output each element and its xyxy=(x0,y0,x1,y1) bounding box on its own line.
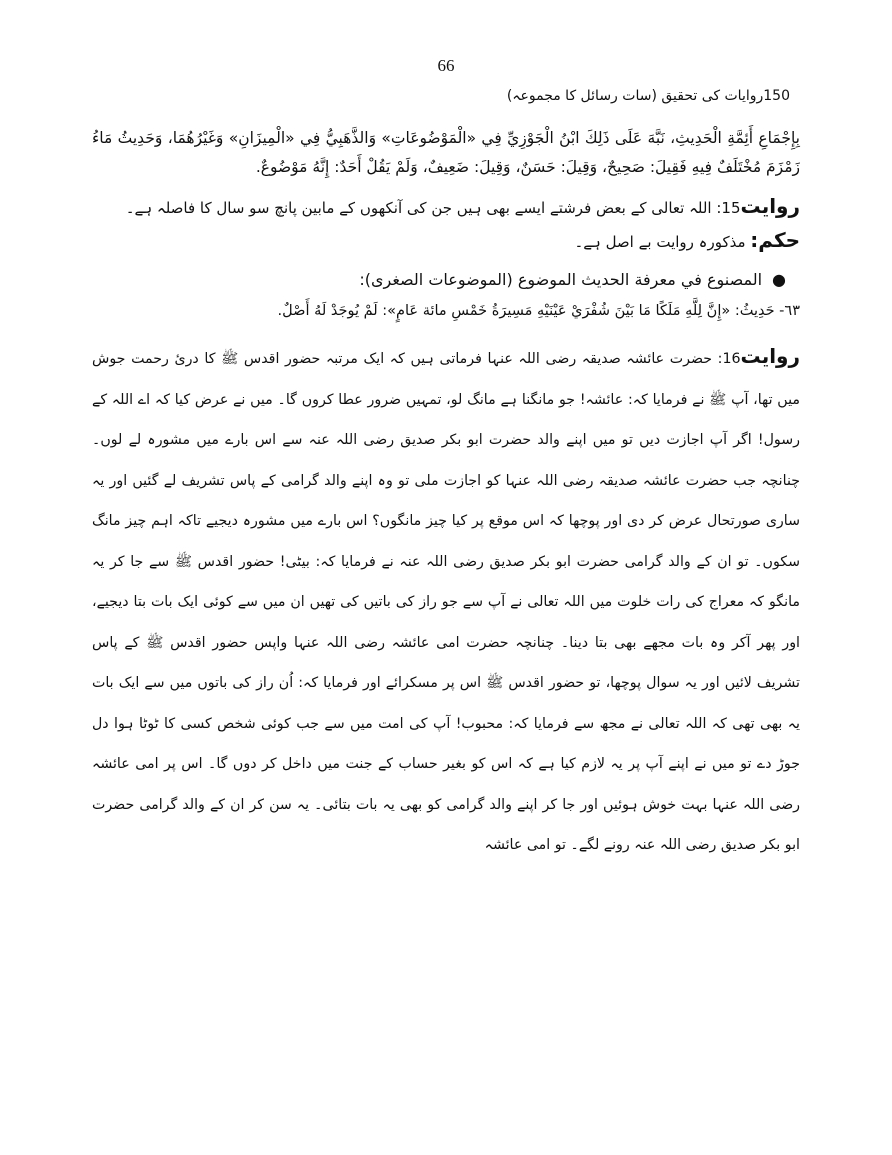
ruling-text: مذکورہ روایت بے اصل ہے۔ xyxy=(574,233,751,251)
source-reference xyxy=(92,264,800,296)
source-title: المصنوع في معرفة الحديث الموضوع (الموضوعات الصغرى): xyxy=(359,270,763,289)
ruling xyxy=(92,224,800,258)
bullet-icon: ● xyxy=(772,270,786,289)
narration-15-label: روایت xyxy=(740,194,800,218)
arabic-passage: بِإِجْمَاعِ أَئِمَّةِ الْحَدِيثِ، نَبَّهَ عَلَى ذَلِكَ ابْنُ الْجَوْزِيِّ فِي «الْمَوْضُوعَاتِ» وَالذَّهَبِيُّ فِي «الْمِيزَانِ» وَغَيْرُهُمَا، وَحَدِيثُ مَاءُ زَمْزَمَ مُخْتَلَفٌ فِيهِ فَقِيلَ: صَحِيحٌ، وَقِيلَ: حَسَنٌ، وَقِيلَ: ضَعِيفٌ، وَلَمْ يَقُلْ أَحَدٌ: إِنَّهُ مَوْضُوعٌ. xyxy=(92,129,800,176)
narration-16 xyxy=(92,336,800,866)
page-content xyxy=(92,124,800,866)
hadith-63: ٦٣- حَدِيثُ: «إِنَّ لِلَّهِ مَلَكًا مَا بَيْنَ شُفْرَيْ عَيْنَيْهِ مَسِيرَةُ خَمْسِ مائة عَامٍ»: لَمْ يُوجَدْ لَهُ أَصْلٌ. xyxy=(277,303,800,319)
running-header: 150روایات کی تحقیق (سات رسائل کا مجموعہ) xyxy=(506,88,790,104)
narration-15-text: 15: اللہ تعالی کے بعض فرشتے ایسے بھی ہیں جن کی آنکھوں کے مابین پانچ سو سال کا فاصلہ ہے۔ xyxy=(125,199,741,217)
narration-15 xyxy=(92,190,800,224)
narration-16-label: روایت xyxy=(740,344,800,368)
page-number: 66 xyxy=(437,56,455,75)
narration-16-text: 16: حضرت عائشہ صدیقہ رضی اللہ عنہا فرماتی ہیں کہ ایک مرتبہ حضور اقدس ﷺ کا دریٔ رحمت جوش میں تھا، آپ ﷺ نے فرمایا کہ: عائشہ! جو مانگنا ہے مانگ لو، تمہیں ضرور عطا کروں گا۔ میں نے عرض کیا کہ اے اللہ کے رسول! اگر آپ اجازت دیں تو میں اپنے والد حضرت ابو بکر صدیق رضی اللہ عنہ سے اس بارے میں مشورہ لے لوں۔ چنانچہ جب حضرت عائشہ صدیقہ رضی اللہ عنہا کو اجازت ملی تو وہ اپنے والد گرامی کے پاس تشریف لے گئیں اور یہ ساری صورتحال عرض کر دی اور پوچھا کہ اس موقع پر کیا چیز مانگوں؟ اس بارے میں مشورہ دیجیے تاکہ اہم چیز مانگ سکوں۔ تو ان کے والد گرامی حضرت ابو بکر صدیق رضی اللہ عنہ نے فرمایا کہ: بیٹی! حضور اقدس ﷺ سے جا کر یہ مانگو کہ معراج کی رات خلوت میں اللہ تعالی نے آپ سے جو راز کی باتیں کی تھیں ان میں سے کوئی ایک بات بتا دیجیے، اور پھر آکر وہ بات مجھے بھی بتا دینا۔ چنانچہ حضرت امی عائشہ رضی اللہ عنہا واپس حضور اقدس ﷺ کے پاس تشریف لائیں اور یہ سوال پوچھا، تو حضور اقدس ﷺ اس پر مسکرائے اور فرمایا کہ: اُن راز کی باتوں میں سے ایک بات یہ بھی تھی کہ اللہ تعالی نے مجھ سے فرمایا کہ: محبوب! آپ کی امت میں سے جب کوئی شخص کسی کا ٹوٹا ہوا دل جوڑ دے تو میں نے اپنے آپ پر یہ لازم کیا ہے کہ اس کو بغیر حساب کے جنت میں داخل کر دوں گا۔ اس پر امی عائشہ رضی اللہ عنہا بہت خوش ہوئیں اور جا کر اپنے والد گرامی کو بھی یہ بات بتائی۔ یہ سن کر ان کے والد گرامی حضرت ابو بکر صدیق رضی اللہ عنہ رونے لگے۔ تو امی عائشہ xyxy=(92,351,800,853)
ruling-label: حکم: xyxy=(750,228,800,252)
